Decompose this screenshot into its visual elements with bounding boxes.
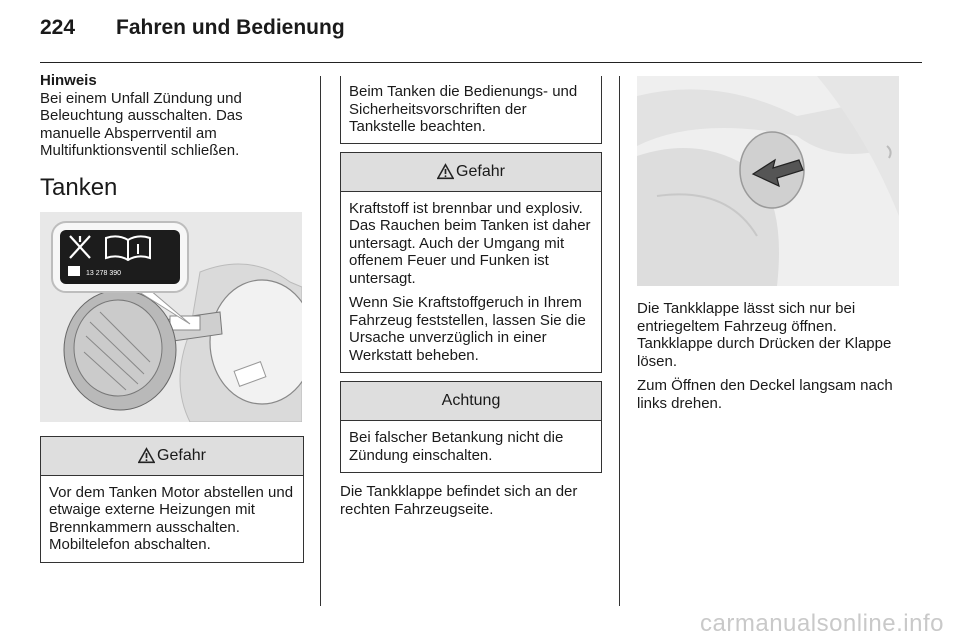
note-text: Bei einem Unfall Zündung und Beleuchtung ausschalten. Das manuelle Absperrventil am Multifunktionsventil schließen. xyxy=(40,89,243,159)
fuel-filler-illustration xyxy=(40,212,302,422)
warning-triangle-icon xyxy=(138,447,155,464)
danger-box-1-text: Vor dem Tanken Motor abstellen und etwaige externe Heizungen mit Brennkammern ausschalten. Mobiltelefon abschalten. xyxy=(49,483,294,553)
fuel-door-location-text: Die Tankklappe befindet sich an der rechten Fahrzeugseite. xyxy=(340,483,578,518)
safety-box xyxy=(340,76,602,144)
page-header-title: Fahren und Bedienung xyxy=(116,16,345,39)
column-2 xyxy=(340,72,602,518)
danger-box-2-heading: Gefahr xyxy=(456,162,505,180)
danger-box-2-para1: Kraftstoff ist brennbar und explosiv. Das Rauchen beim Tanken ist daher untersagt. Auch der Umgang mit offenem Feuer und Funken ist untersagt. xyxy=(349,199,591,287)
fuel-door-drawing xyxy=(637,76,899,286)
caution-box-header xyxy=(341,381,601,421)
note-title: Hinweis xyxy=(40,72,97,89)
danger-box-2 xyxy=(340,152,602,374)
fuel-door-open-text: Die Tankklappe lässt sich nur bei entriegeltem Fahrzeug öffnen. Tankklappe durch Drücken der Klappe lösen. xyxy=(637,300,892,370)
figure-label-code: 13 278 390 xyxy=(86,269,122,277)
page-number: 224 xyxy=(40,16,76,39)
caution-box xyxy=(340,381,602,473)
fuel-cap-drawing xyxy=(40,212,302,422)
watermark: carmanualsonline.info xyxy=(700,610,944,637)
danger-box-2-para2: Wenn Sie Kraftstoffgeruch in Ihrem Fahrzeug feststellen, lassen Sie die Ursache unverzüglich in einer Werkstatt beheben. xyxy=(349,294,586,364)
danger-box-2-header xyxy=(341,152,601,192)
section-title-tanken: Tanken xyxy=(40,173,118,201)
column-1 xyxy=(40,72,304,563)
danger-box-1 xyxy=(40,436,304,563)
column-3 xyxy=(637,72,901,412)
cap-open-text: Zum Öffnen den Deckel langsam nach links drehen. xyxy=(637,377,893,412)
danger-box-1-header xyxy=(41,436,303,476)
danger-box-1-heading: Gefahr xyxy=(157,446,206,464)
column-divider-2 xyxy=(619,76,620,606)
caution-box-text: Bei falscher Betankung nicht die Zündung einschalten. xyxy=(349,429,564,464)
safety-box-text: Beim Tanken die Bedienungs- und Sicherheitsvorschriften der Tankstelle beachten. xyxy=(349,83,578,135)
warning-triangle-icon xyxy=(437,163,454,180)
header-rule xyxy=(40,62,922,63)
column-divider-1 xyxy=(320,76,321,606)
note-block xyxy=(40,72,304,160)
caution-box-heading: Achtung xyxy=(441,392,501,409)
fuel-door-photo xyxy=(637,76,899,286)
